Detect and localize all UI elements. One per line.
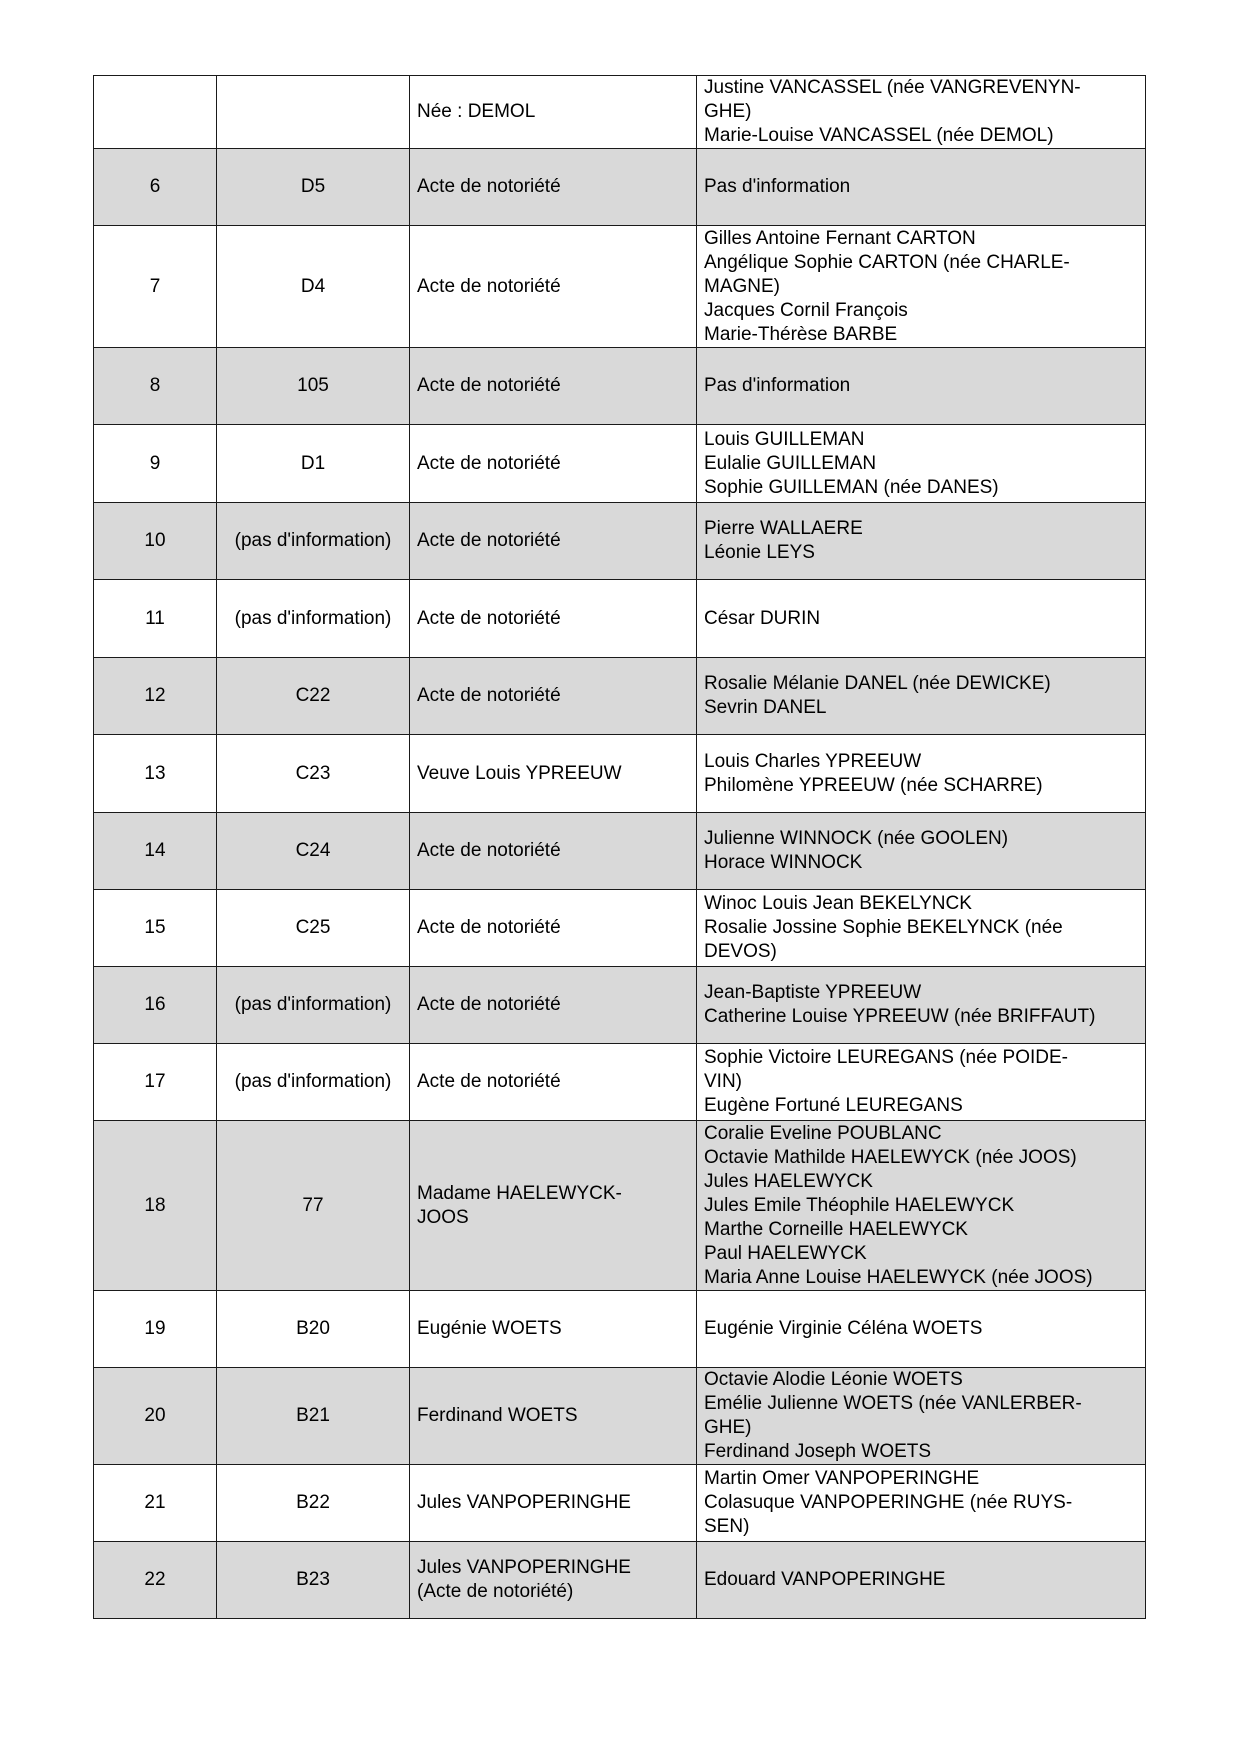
person-name: Jacques Cornil François (704, 299, 908, 321)
table-row (94, 425, 1146, 503)
table-row (94, 580, 1146, 658)
burial-records-table (93, 75, 1146, 1619)
persons-cell (697, 1291, 1146, 1368)
table-row (94, 503, 1146, 580)
person-name: Justine VANCASSEL (née VANGREVENYN- (704, 77, 1081, 98)
persons-cell (697, 813, 1146, 890)
person-name: DEVOS) (704, 941, 777, 962)
person-name: Julienne WINNOCK (née GOOLEN) (704, 828, 1009, 849)
deed-title-cell (410, 967, 697, 1044)
person-name: Octavie Mathilde HAELEWYCK (née JOOS) (704, 1146, 1077, 1168)
person-name: Ferdinand Joseph WOETS (704, 1441, 932, 1462)
row-number-cell: 21 (94, 1465, 217, 1542)
deed-title-line: Ferdinand WOETS (417, 1405, 578, 1426)
row-number-cell: 10 (94, 503, 217, 580)
deed-title-cell (410, 1542, 697, 1619)
persons-cell (697, 1121, 1146, 1291)
table-row (94, 1121, 1146, 1291)
persons-cell (697, 149, 1146, 226)
deed-title-cell (410, 580, 697, 658)
person-name: Marie-Thérèse BARBE (704, 323, 898, 345)
deed-title-line: Eugénie WOETS (417, 1318, 562, 1339)
deed-title-line: Acte de notoriété (417, 275, 561, 297)
persons-cell (697, 967, 1146, 1044)
person-name: Louis GUILLEMAN (704, 428, 865, 450)
person-name: GHE) (704, 1417, 752, 1438)
person-name: Eulalie GUILLEMAN (704, 452, 877, 474)
person-name: Gilles Antoine Fernant CARTON (704, 227, 976, 249)
table-row (94, 1044, 1146, 1121)
persons-cell (697, 1465, 1146, 1542)
row-number-cell: 12 (94, 658, 217, 735)
person-name: Martin Omer VANPOPERINGHE (704, 1468, 980, 1489)
person-name: Emélie Julienne WOETS (née VANLERBER- (704, 1393, 1082, 1414)
deed-title-cell (410, 1044, 697, 1121)
person-name: Pas d'information (704, 375, 851, 396)
table-row (94, 226, 1146, 348)
plot-reference-cell: D1 (217, 425, 410, 503)
row-number-cell: 13 (94, 735, 217, 813)
plot-reference-cell: C22 (217, 658, 410, 735)
person-name: Pas d'information (704, 176, 851, 197)
plot-reference-cell: B21 (217, 1368, 410, 1465)
person-name: Marthe Corneille HAELEWYCK (704, 1218, 968, 1240)
plot-reference-cell: D4 (217, 226, 410, 348)
deed-title-line: Acte de notoriété (417, 994, 561, 1015)
deed-title-line: Acte de notoriété (417, 1071, 561, 1092)
table-row (94, 348, 1146, 425)
person-name: Sophie GUILLEMAN (née DANES) (704, 476, 999, 498)
deed-title-line: Acte de notoriété (417, 685, 561, 706)
person-name: Maria Anne Louise HAELEWYCK (née JOOS) (704, 1266, 1093, 1288)
deed-title-line: Jules VANPOPERINGHE (417, 1492, 631, 1513)
deed-title-line: Acte de notoriété (417, 917, 561, 938)
plot-reference-cell: C25 (217, 890, 410, 967)
plot-reference-cell: 105 (217, 348, 410, 425)
row-number-cell: 18 (94, 1121, 217, 1291)
plot-reference-cell: D5 (217, 149, 410, 226)
person-name: Léonie LEYS (704, 542, 815, 563)
deed-title-line: Acte de notoriété (417, 176, 561, 197)
persons-cell (697, 1542, 1146, 1619)
deed-title-line: Acte de notoriété (417, 530, 561, 551)
plot-reference-cell: B20 (217, 1291, 410, 1368)
table-row (94, 149, 1146, 226)
persons-cell (697, 580, 1146, 658)
plot-reference-cell: B23 (217, 1542, 410, 1619)
deed-title-line: Acte de notoriété (417, 452, 561, 474)
person-name: Edouard VANPOPERINGHE (704, 1569, 946, 1590)
person-name: VIN) (704, 1071, 742, 1092)
person-name: Paul HAELEWYCK (704, 1242, 867, 1264)
deed-title-cell (410, 425, 697, 503)
table-row (94, 1368, 1146, 1465)
plot-reference-cell: C24 (217, 813, 410, 890)
person-name: Octavie Alodie Léonie WOETS (704, 1369, 963, 1390)
person-name: Coralie Eveline POUBLANC (704, 1122, 942, 1144)
person-name: Eugène Fortuné LEUREGANS (704, 1095, 963, 1116)
row-number-cell (94, 76, 217, 149)
table-row (94, 890, 1146, 967)
row-number-cell: 16 (94, 967, 217, 1044)
persons-cell (697, 1368, 1146, 1465)
person-name: SEN) (704, 1516, 750, 1537)
row-number-cell: 19 (94, 1291, 217, 1368)
row-number-cell: 22 (94, 1542, 217, 1619)
row-number-cell: 15 (94, 890, 217, 967)
persons-cell (697, 890, 1146, 967)
person-name: César DURIN (704, 607, 821, 629)
person-name: Jean-Baptiste YPREEUW (704, 982, 922, 1003)
persons-cell (697, 658, 1146, 735)
person-name: Sophie Victoire LEUREGANS (née POIDE- (704, 1047, 1068, 1068)
person-name: Louis Charles YPREEUW (704, 750, 922, 772)
table-row (94, 658, 1146, 735)
deed-title-cell (410, 226, 697, 348)
row-number-cell: 20 (94, 1368, 217, 1465)
deed-title-line: Née : DEMOL (417, 101, 536, 122)
person-name: Jules Emile Théophile HAELEWYCK (704, 1194, 1015, 1216)
deed-title-cell (410, 1291, 697, 1368)
plot-reference-cell: (pas d'information) (217, 1044, 410, 1121)
deed-title-cell (410, 76, 697, 149)
row-number-cell: 8 (94, 348, 217, 425)
table-row (94, 1291, 1146, 1368)
deed-title-line: Madame HAELEWYCK- (417, 1182, 622, 1204)
plot-reference-cell (217, 76, 410, 149)
deed-title-line: Jules VANPOPERINGHE (417, 1557, 631, 1578)
table-row (94, 1542, 1146, 1619)
person-name: Angélique Sophie CARTON (née CHARLE- (704, 251, 1070, 273)
row-number-cell: 7 (94, 226, 217, 348)
person-name: Marie-Louise VANCASSEL (née DEMOL) (704, 125, 1054, 146)
persons-cell (697, 503, 1146, 580)
row-number-cell: 9 (94, 425, 217, 503)
row-number-cell: 11 (94, 580, 217, 658)
table-row (94, 735, 1146, 813)
plot-reference-cell: C23 (217, 735, 410, 813)
deed-title-line: Acte de notoriété (417, 840, 561, 861)
persons-cell (697, 425, 1146, 503)
plot-reference-cell: 77 (217, 1121, 410, 1291)
deed-title-cell (410, 1465, 697, 1542)
person-name: Sevrin DANEL (704, 697, 827, 718)
person-name: Jules HAELEWYCK (704, 1170, 873, 1192)
persons-cell (697, 348, 1146, 425)
table-row (94, 76, 1146, 149)
plot-reference-cell: B22 (217, 1465, 410, 1542)
person-name: Winoc Louis Jean BEKELYNCK (704, 893, 972, 914)
persons-cell (697, 226, 1146, 348)
persons-cell (697, 76, 1146, 149)
table-row (94, 813, 1146, 890)
deed-title-cell (410, 735, 697, 813)
table-row (94, 1465, 1146, 1542)
deed-title-cell (410, 149, 697, 226)
row-number-cell: 14 (94, 813, 217, 890)
deed-title-cell (410, 658, 697, 735)
person-name: Philomène YPREEUW (née SCHARRE) (704, 774, 1043, 796)
person-name: Rosalie Jossine Sophie BEKELYNCK (née (704, 917, 1063, 938)
row-number-cell: 6 (94, 149, 217, 226)
deed-title-line: JOOS (417, 1206, 469, 1228)
deed-title-cell (410, 348, 697, 425)
persons-cell (697, 735, 1146, 813)
plot-reference-cell: (pas d'information) (217, 967, 410, 1044)
person-name: Eugénie Virginie Céléna WOETS (704, 1318, 983, 1339)
plot-reference-cell: (pas d'information) (217, 503, 410, 580)
deed-title-cell (410, 1368, 697, 1465)
person-name: Horace WINNOCK (704, 852, 863, 873)
deed-title-cell (410, 890, 697, 967)
person-name: MAGNE) (704, 275, 780, 297)
row-number-cell: 17 (94, 1044, 217, 1121)
deed-title-line: Acte de notoriété (417, 375, 561, 396)
deed-title-cell (410, 813, 697, 890)
person-name: GHE) (704, 101, 752, 122)
person-name: Colasuque VANPOPERINGHE (née RUYS- (704, 1492, 1073, 1513)
deed-title-line: (Acte de notoriété) (417, 1581, 574, 1602)
deed-title-cell (410, 503, 697, 580)
person-name: Pierre WALLAERE (704, 518, 863, 539)
deed-title-line: Veuve Louis YPREEUW (417, 762, 622, 784)
deed-title-cell (410, 1121, 697, 1291)
table-body (94, 76, 1146, 1619)
person-name: Catherine Louise YPREEUW (née BRIFFAUT) (704, 1006, 1096, 1027)
person-name: Rosalie Mélanie DANEL (née DEWICKE) (704, 673, 1051, 694)
persons-cell (697, 1044, 1146, 1121)
table-row (94, 967, 1146, 1044)
plot-reference-cell: (pas d'information) (217, 580, 410, 658)
deed-title-line: Acte de notoriété (417, 607, 561, 629)
